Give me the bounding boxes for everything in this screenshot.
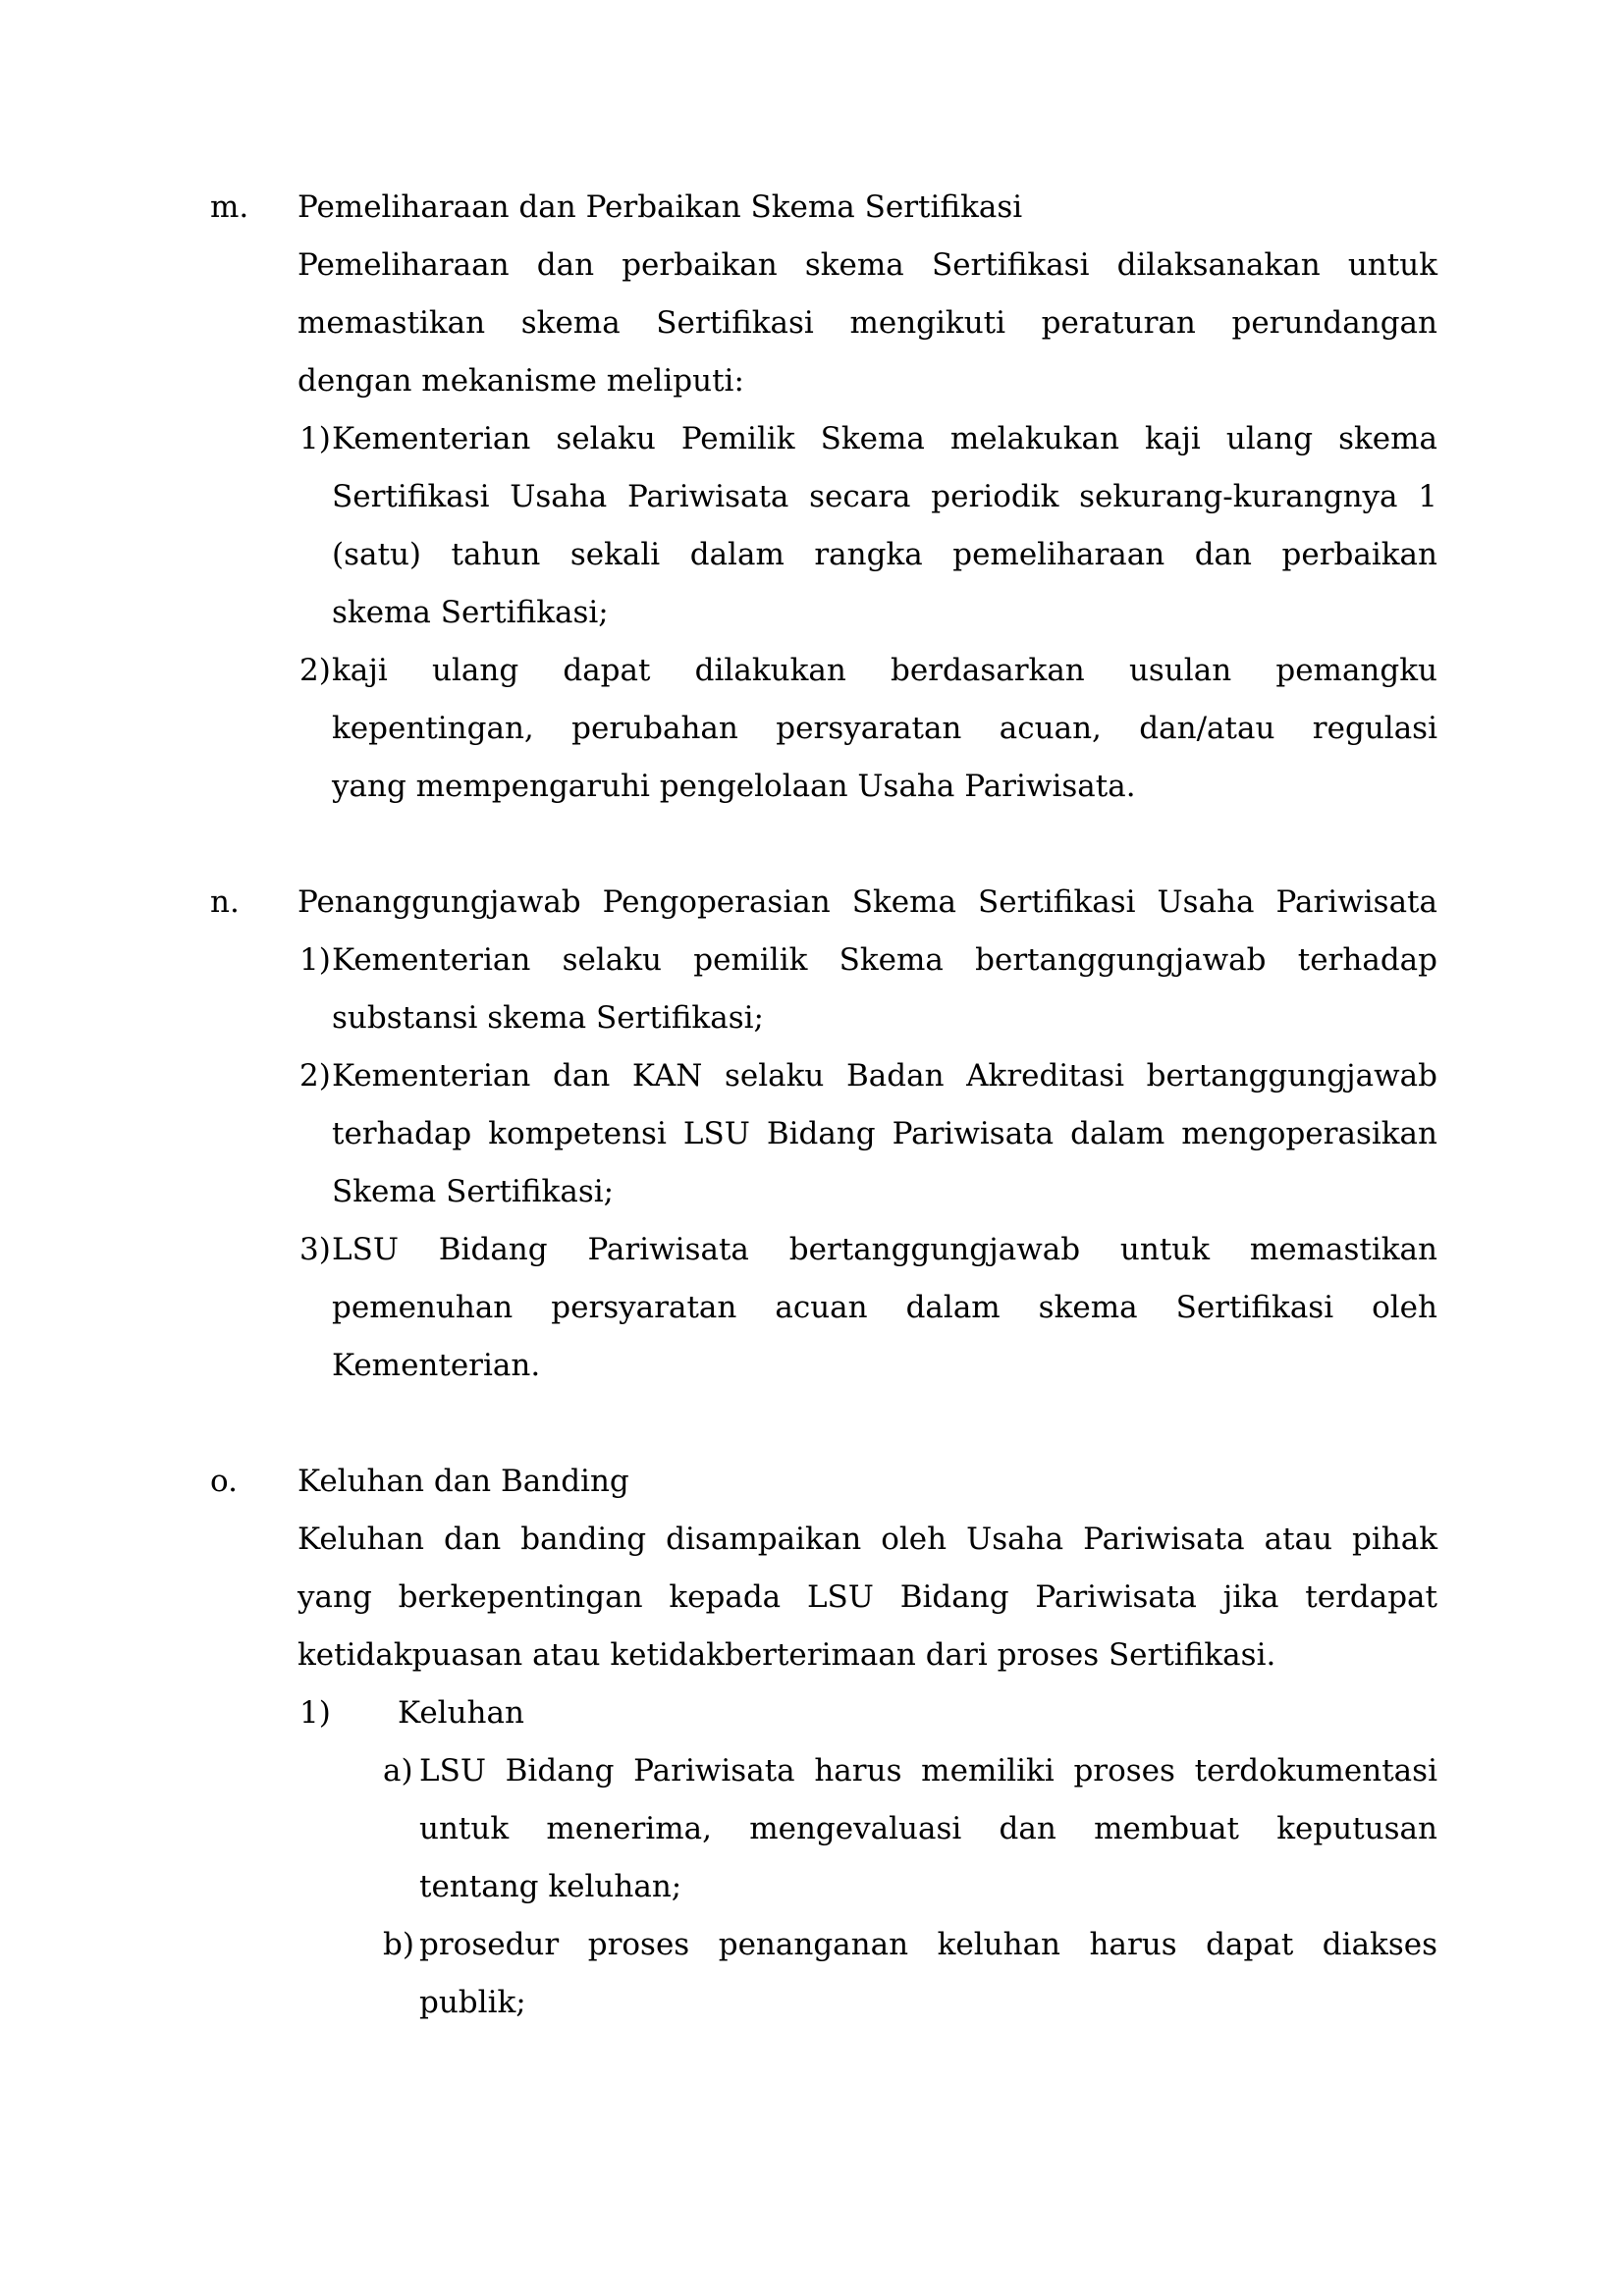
item-number: 2)	[299, 653, 331, 688]
item-text: Keluhan	[398, 1695, 524, 1731]
text-line: kepentingan, perubahan persyaratan acuan, dan/atau regulasi	[332, 711, 1437, 746]
text-line: LSU Bidang Pariwisata bertanggungjawab untuk memastikan	[332, 1232, 1437, 1267]
sub-item-number: a)	[383, 1753, 413, 1789]
section-o-label: o.	[210, 1464, 238, 1499]
item-number: 2)	[299, 1058, 331, 1094]
text-line: pemenuhan persyaratan acuan dalam skema Sertifikasi oleh	[332, 1290, 1437, 1325]
text-line: (satu) tahun sekali dalam rangka pemeliharaan dan perbaikan	[332, 537, 1437, 572]
section-o-intro-paragraph	[298, 1511, 1437, 1684]
text-line: Skema Sertifikasi;	[332, 1174, 615, 1209]
section-n-title: Penanggungjawab Pengoperasian Skema Sertifikasi Usaha Pariwisata	[298, 884, 1437, 920]
list-item-n-2	[298, 1047, 1437, 1221]
text-line: Pemeliharaan dan perbaikan skema Sertifikasi dilaksanakan untuk	[298, 247, 1437, 283]
text-line: kaji ulang dapat dilakukan berdasarkan usulan pemangku	[332, 653, 1437, 688]
text-line: LSU Bidang Pariwisata harus memiliki proses terdokumentasi	[419, 1753, 1437, 1789]
list-item-n-1	[298, 932, 1437, 1047]
item-number: 3)	[299, 1232, 331, 1267]
section-o-title: Keluhan dan Banding	[298, 1464, 629, 1499]
section-m-intro-paragraph	[298, 237, 1437, 410]
text-line: substansi skema Sertifikasi;	[332, 1000, 764, 1036]
item-number: 1)	[299, 421, 331, 456]
sub-list-item-b	[298, 1916, 1437, 2032]
section-m-title: Pemeliharaan dan Perbaikan Skema Sertifikasi	[298, 189, 1023, 225]
list-item-n-3	[298, 1221, 1437, 1395]
text-line: Kementerian dan KAN selaku Badan Akreditasi bertanggungjawab	[332, 1058, 1437, 1094]
text-line: untuk menerima, mengevaluasi dan membuat keputusan	[419, 1811, 1437, 1846]
text-line: memastikan skema Sertifikasi mengikuti peraturan perundangan	[298, 305, 1437, 341]
text-line: dengan mekanisme meliputi:	[298, 363, 744, 399]
text-line: skema Sertifikasi;	[332, 595, 609, 630]
text-line: Kementerian.	[332, 1348, 541, 1383]
text-line: Kementerian selaku pemilik Skema bertanggungjawab terhadap	[332, 942, 1437, 978]
text-line: ketidakpuasan atau ketidakberterimaan dari proses Sertifikasi.	[298, 1637, 1276, 1673]
section-m-body	[298, 179, 1437, 816]
text-line: publik;	[419, 1985, 526, 2020]
text-line: tentang keluhan;	[419, 1869, 682, 1904]
list-item-o-1	[298, 1684, 1437, 2032]
text-line: prosedur proses penanganan keluhan harus dapat diakses	[419, 1927, 1437, 1962]
text-line: yang berkepentingan kepada LSU Bidang Pariwisata jika terdapat	[298, 1579, 1437, 1615]
text-line: Kementerian selaku Pemilik Skema melakukan kaji ulang skema	[332, 421, 1437, 456]
section-m-label: m.	[210, 189, 249, 225]
section-o	[210, 1453, 1437, 2032]
section-o-body	[298, 1453, 1437, 2032]
list-item-m-1	[298, 410, 1437, 642]
sub-item-number: b)	[383, 1927, 414, 1962]
item-number: 1)	[299, 942, 331, 978]
section-n	[210, 874, 1437, 1395]
section-n-label: n.	[210, 884, 240, 920]
sub-list-item-a	[298, 1742, 1437, 1916]
text-line: Sertifikasi Usaha Pariwisata secara periodik sekurang-kurangnya 1	[332, 479, 1437, 514]
list-item-m-2	[298, 642, 1437, 816]
section-m	[210, 179, 1437, 816]
text-line: terhadap kompetensi LSU Bidang Pariwisata dalam mengoperasikan	[332, 1116, 1437, 1151]
text-line: yang mempengaruhi pengelolaan Usaha Pariwisata.	[332, 769, 1136, 804]
document-content	[210, 179, 1437, 2090]
section-n-body	[298, 874, 1437, 1395]
text-line: Keluhan dan banding disampaikan oleh Usaha Pariwisata atau pihak	[298, 1522, 1437, 1557]
item-number: 1)	[299, 1695, 331, 1731]
